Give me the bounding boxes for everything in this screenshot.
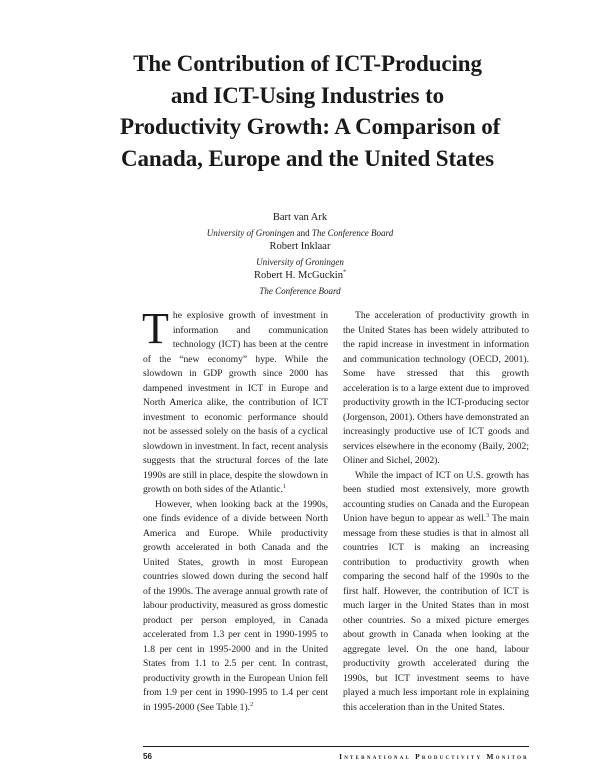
footnote-mark: 1 <box>282 483 286 490</box>
right-column <box>343 309 529 715</box>
author-affiliation: The Conference Board <box>259 285 341 296</box>
footnote-mark: 2 <box>250 701 254 708</box>
author-block <box>0 211 600 299</box>
author-name-text: Robert H. McGuckin <box>254 270 343 282</box>
paragraph-text: However, when looking back at the 1990s, one finds evidence of a divide between North America and Europe. While productivity growth accelerated in both Canada and the United States, growth in most European countries slowed down during the second half of the 1990s. The average annual growth rate of labour productivity, measured as gross domestic product per person employed, in Canada accelerated from 1.3 per cent in 1990-1995 to 1.8 per cent in 1995-2000 and in the United States from 1.1 to 2.5 per cent. In contrast, productivity growth in the European Union fell from 1.9 per cent in 1990-1995 to 1.4 per cent in 1995-2000 (See Table 1). <box>143 498 328 713</box>
body-paragraph <box>142 304 328 498</box>
title-line: The Contribution of ICT-Producing <box>133 51 482 76</box>
drop-cap: T <box>142 304 169 353</box>
affiliation-connector: and <box>294 227 312 238</box>
title-line: Productivity Growth: A Comparison of <box>120 114 501 139</box>
body-paragraph <box>343 469 529 716</box>
author-affiliation <box>0 226 600 241</box>
body-paragraph <box>143 498 328 716</box>
author-affiliation: University of Groningen <box>256 256 344 267</box>
paragraph-text: he explosive growth of investment in information and communication technology (ICT) has been at the centre of the “new economy” hype. While the slowdown in GDP growth since 2000 has dampened investment in ICT in Europe and North America alike, the contribution of ICT investment to economic performance should not be assessed solely on the basis of a cyclical slowdown in investment. In fact, recent analysis suggests that the structural forces of the late 1990s are still in place, despite the slowdown in growth on both sides of the Atlantic. <box>143 310 328 495</box>
title-line: Canada, Europe and the United States <box>121 145 494 171</box>
footer-rule <box>143 746 529 747</box>
paragraph-text: While the impact of ICT on U.S. growth has been studied most extensively, more growth accounting studies on Canada and the European Union have begun to appear as well. <box>343 469 529 524</box>
author-footnote-mark: * <box>342 269 346 276</box>
left-column <box>142 304 328 715</box>
author-name <box>0 269 600 284</box>
author-name: Robert Inklaar <box>269 241 331 253</box>
title-line: and ICT-Using Industries to <box>170 82 445 108</box>
footnote-mark: 3 <box>486 512 490 519</box>
page-number: 56 <box>143 752 152 761</box>
paper-title <box>120 48 501 174</box>
paragraph-text: The main message from these studies is that in almost all countries ICT is making an increasing contribution to productivity growth when comparing the second half of the 1990s to the first half. However, the contribution of ICT is much larger in the United States than in most other countries. So a mixed picture emerges about growth in Canada when looking at the aggregate level. On the one hand, labour productivity growth accelerated during the 1990s, but ICT investment seems to have played a much less important role in explaining this acceleration than in the United States. <box>343 513 529 713</box>
author-name: Bart van Ark <box>272 212 328 223</box>
affiliation-part: University of Groningen <box>206 227 295 238</box>
journal-name: International Productivity Monitor <box>339 752 529 761</box>
body-paragraph: The acceleration of productivity growth in the United States has been widely attributed to the rapid increase in investment in information and communication technology (OECD, 2001). Some have stressed that this growth acceleration is to a large extent due to improved productivity growth in the ICT-producing sector (Jorgenson, 2001). Others have demonstrated an increasingly productive use of ICT goods and services elsewhere in the economy (Baily, 2002; Oliner and Sichel, 2002). <box>343 310 529 466</box>
affiliation-part: The Conference Board <box>311 227 394 238</box>
